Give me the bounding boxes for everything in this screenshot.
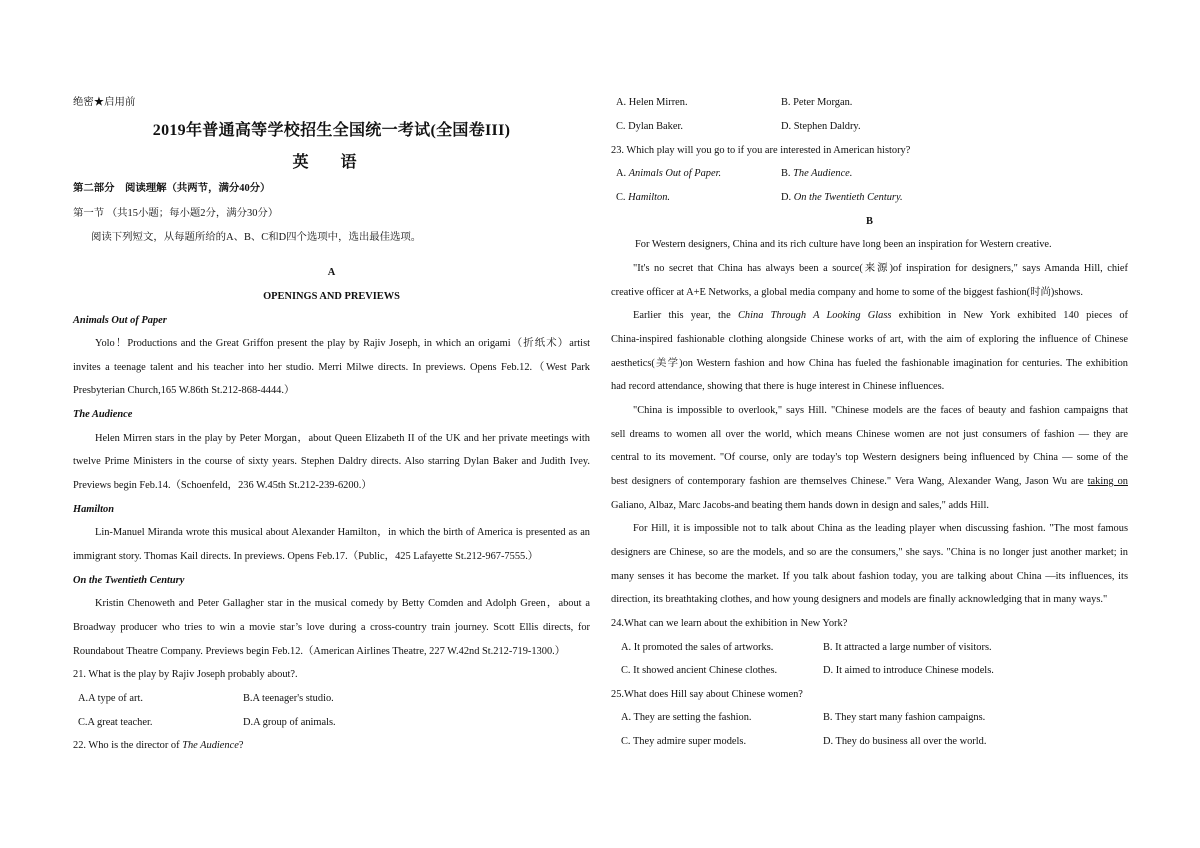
play-description-line: Lin-Manuel Miranda wrote this musical about Alexander Hamilton，in which the birth of America is presented as an: [95, 527, 590, 538]
option-22-b[interactable]: B. Peter Morgan.: [781, 97, 853, 108]
passage-b-line: [611, 311, 1128, 321]
passage-b-line: central to its movement. "Of course, only are today's top Western designers being influenced by China — some of the: [611, 452, 1128, 463]
option-23-c-title: Hamilton.: [628, 192, 670, 203]
question-23: 23. Which play will you go to if you are interested in American history?: [611, 145, 911, 156]
option-25-d[interactable]: D. They do business all over the world.: [823, 736, 987, 747]
option-22-d[interactable]: D. Stephen Daldry.: [781, 121, 861, 132]
option-23-d[interactable]: [781, 193, 903, 203]
passage-b-line: Galiano, Albaz, Marc Jacobs-and beating them hands down in design and sales," adds Hill.: [611, 500, 989, 511]
option-23-b[interactable]: [781, 169, 852, 179]
option-21-c[interactable]: C.A great teacher.: [78, 717, 153, 728]
option-23-a[interactable]: [616, 169, 721, 179]
question-21: 21. What is the play by Rajiv Joseph probably about?.: [73, 669, 298, 680]
play-description-line: Broadway producer who tries to win a movie star’s love during a cross-country train journey. Scott Ellis directs, for: [73, 622, 590, 633]
passage-b-line: creative officer at A+E Networks, a global media company and home to some of the biggest fashion(时尚)shows.: [611, 287, 1083, 298]
question-22-text: 22. Who is the director of: [73, 740, 183, 751]
play-description-line: Previews begin Feb.14.（Schoenfeld，236 W.45th St.212-239-6200.）: [73, 480, 372, 491]
question-22: [73, 741, 243, 751]
question-22-play-title: The Audience: [182, 740, 239, 751]
option-24-b[interactable]: B. It attracted a large number of visitors.: [823, 642, 992, 653]
option-23-d-letter: D.: [781, 192, 794, 203]
passage-b-line: For Hill, it is impossible not to talk about China as the leading player when discussing fashion. "The most famous: [633, 523, 1128, 534]
passage-b-line: "It's no secret that China has always been a source(来源)of inspiration for designers," says Amanda Hill, chief: [633, 263, 1128, 274]
passage-b-line: "China is impossible to overlook," says Hill. "Chinese models are the faces of beauty and fashion campaigns that: [633, 405, 1128, 416]
option-24-a[interactable]: A. It promoted the sales of artworks.: [621, 642, 774, 653]
option-23-a-title: Animals Out of Paper.: [628, 168, 722, 179]
passage-b-line: [611, 477, 1128, 487]
passage-letter-b: B: [866, 216, 873, 227]
subject-title: 英 语: [292, 154, 371, 171]
option-21-b[interactable]: B.A teenager's studio.: [243, 693, 334, 704]
play-title: Hamilton: [73, 504, 114, 515]
option-23-d-title: On the Twentieth Century.: [793, 192, 903, 203]
passage-b-line: China-inspired fashionable clothing alongside Chinese works of art, with the aim of exploring the influence of Chinese: [611, 334, 1128, 345]
option-24-d[interactable]: D. It aimed to introduce Chinese models.: [823, 665, 994, 676]
underlined-phrase: taking on: [1087, 476, 1128, 487]
play-description-line: Yolo！Productions and the Great Griffon present the play by Rajiv Joseph, in which an origami（折纸术）artist: [95, 338, 590, 349]
option-23-c[interactable]: [616, 193, 670, 203]
option-21-d[interactable]: D.A group of animals.: [243, 717, 336, 728]
question-25: 25.What does Hill say about Chinese women?: [611, 689, 803, 700]
passage-b-text: best designers of contemporary fashion are themselves Chinese." Vera Wang, Alexander Wang, Jason Wu are: [611, 476, 1088, 487]
option-25-b[interactable]: B. They start many fashion campaigns.: [823, 712, 986, 723]
question-22-mark: ?: [238, 740, 244, 751]
confidential-label: 绝密★启用前: [73, 97, 136, 108]
passage-b-line: designers are Chinese, so are the models, and so are the consumers," she says. "China is no longer just another market; in: [611, 547, 1128, 558]
option-23-b-title: The Audience.: [793, 168, 853, 179]
play-description-line: Presbyterian Church,165 W.86th St.212-868-4444.）: [73, 385, 295, 396]
exhibition-title: China Through A Looking Glass: [737, 310, 892, 321]
passage-b-line: direction, its breathtaking clothes, and how young designers and models are finally acknowledging that in many ways.": [611, 594, 1108, 605]
passage-a-heading: OPENINGS AND PREVIEWS: [263, 291, 400, 302]
play-title: On the Twentieth Century: [73, 575, 185, 586]
play-title: Animals Out of Paper: [73, 315, 167, 326]
part-heading: 第二部分 阅读理解（共两节，满分40分）: [73, 183, 271, 194]
option-22-c[interactable]: C. Dylan Baker.: [616, 121, 683, 132]
section-heading: 第一节 （共15小题；每小题2分，满分30分）: [73, 208, 279, 219]
option-24-c[interactable]: C. It showed ancient Chinese clothes.: [621, 665, 778, 676]
play-description-line: Kristin Chenoweth and Peter Gallagher star in the musical comedy by Betty Comden and Adolph Green，about a: [95, 598, 590, 609]
option-23-c-letter: C.: [616, 192, 629, 203]
passage-b-paragraph-1: For Western designers, China and its rich culture have long been an inspiration for Western creative.: [635, 239, 1052, 250]
passage-b-line: had record attendance, showing that there is huge interest in Chinese influences.: [611, 381, 945, 392]
option-25-a[interactable]: A. They are setting the fashion.: [621, 712, 752, 723]
passage-b-text: exhibition in New York exhibited 140 pieces of: [891, 310, 1128, 321]
option-23-b-letter: B.: [781, 168, 794, 179]
question-24: 24.What can we learn about the exhibition in New York?: [611, 618, 848, 629]
exam-title: 2019年普通高等学校招生全国统一考试(全国卷III): [152, 122, 511, 139]
passage-b-line: sell dreams to women all over the world, which means Chinese women are not just consumers of fashion — they are: [611, 429, 1128, 440]
passage-b-line: many senses it has become the market. If you talk about fashion today, you are talking about China —its influences, its: [611, 571, 1128, 582]
passage-b-text: Earlier this year, the: [633, 310, 738, 321]
option-22-a[interactable]: A. Helen Mirren.: [616, 97, 688, 108]
play-description-line: Helen Mirren stars in the play by Peter Morgan，about Queen Elizabeth II of the UK and her private meetings with: [95, 433, 590, 444]
play-description-line: twelve Prime Ministers in the course of sixty years. Stephen Daldry directs. Also starring Dylan Baker and Judith Ivey.: [73, 456, 590, 467]
play-description-line: Roundabout Theatre Company. Previews begin Feb.12.（American Airlines Theatre, 227 W.42nd St.212-719-1300.）: [73, 646, 566, 657]
passage-letter-a: A: [327, 267, 336, 278]
play-title: The Audience: [73, 409, 133, 420]
play-description-line: invites a teenage talent and his teacher into her studio. Merri Milwe directs. In previews. Opens Feb.12.（West Park: [73, 362, 590, 373]
passage-b-line: aesthetics(美学)on Western fashion and how China has fueled the fashionable imagination for centuries. The exhibition: [611, 358, 1128, 369]
play-description-line: immigrant story. Thomas Kail directs. In previews. Opens Feb.17.（Public，425 Lafayette St.212-967-7555.）: [73, 551, 539, 562]
option-23-a-letter: A.: [616, 168, 629, 179]
option-25-c[interactable]: C. They admire super models.: [621, 736, 747, 747]
instructions: 阅读下列短文，从每题所给的A、B、C和D四个选项中，选出最佳选项。: [91, 232, 422, 243]
option-21-a[interactable]: A.A type of art.: [78, 693, 143, 704]
